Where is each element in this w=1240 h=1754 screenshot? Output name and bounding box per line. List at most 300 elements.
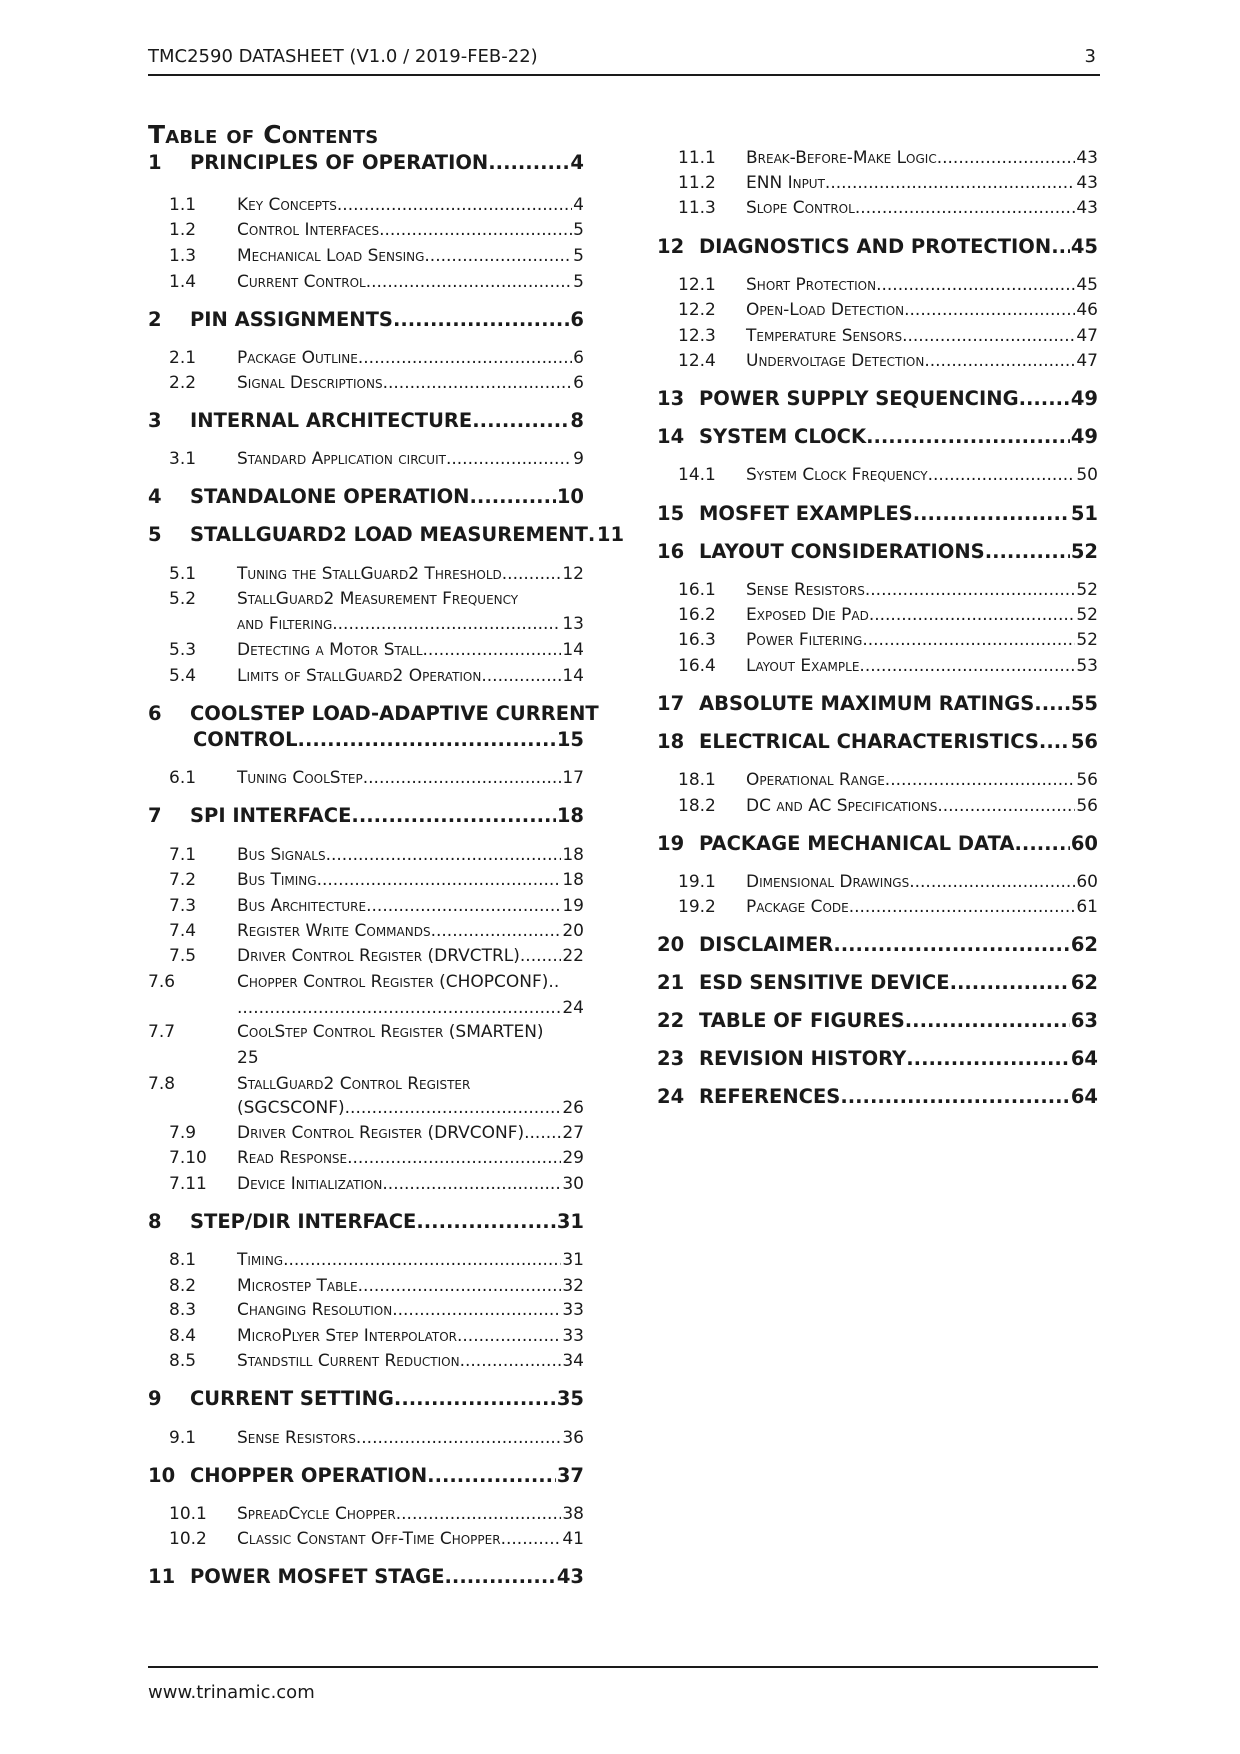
toc-section-row[interactable] (148, 484, 584, 510)
toc-entry-text (699, 501, 1098, 527)
toc-entry-text (237, 1171, 584, 1197)
toc-entry-number: 7.11 (169, 1174, 207, 1194)
toc-subsection-row[interactable] (148, 918, 584, 944)
toc-dot-leader (396, 1501, 562, 1527)
toc-subsection-row[interactable] (148, 1171, 584, 1197)
toc-entry-text (746, 894, 1098, 920)
toc-entry-number: 14.1 (678, 465, 716, 485)
toc-entry-text (237, 1526, 584, 1552)
toc-subsection-row[interactable] (657, 195, 1098, 221)
toc-subsection-row[interactable] (148, 561, 584, 587)
toc-section-row[interactable] (657, 424, 1098, 450)
toc-entry-label: Current Control (237, 272, 366, 292)
toc-entry-text (237, 243, 584, 269)
toc-entry-number: 19.1 (678, 872, 716, 892)
toc-entry-text (746, 793, 1098, 819)
toc-section-row[interactable] (657, 501, 1098, 527)
toc-subsection-row[interactable] (657, 793, 1098, 819)
toc-entry-text (237, 192, 584, 218)
toc-continuation-row[interactable] (148, 611, 584, 637)
toc-entry-number: 9.1 (169, 1428, 197, 1448)
toc-dot-leader (849, 894, 1076, 920)
toc-page-number: 14 (562, 640, 584, 660)
toc-entry-label: Standstill Current Reduction (237, 1351, 460, 1371)
toc-entry-text (237, 561, 584, 587)
toc-subsection-row[interactable] (148, 1273, 584, 1299)
toc-page-number: 27 (562, 1123, 584, 1143)
toc-continuation-row[interactable] (148, 1045, 584, 1071)
toc-continuation-row[interactable] (148, 969, 584, 995)
toc-subsection-row[interactable] (657, 627, 1098, 653)
toc-entry-number: 23 (657, 1047, 685, 1070)
toc-dot-leader (298, 727, 556, 753)
toc-dot-leader (825, 170, 1075, 196)
toc-page-number: 49 (1070, 387, 1098, 410)
toc-dot-leader (985, 539, 1070, 565)
toc-entry-text (237, 1045, 259, 1071)
toc-entry-label: Classic Constant Off-Time Chopper (237, 1529, 501, 1549)
toc-section-row[interactable] (148, 701, 599, 727)
toc-page-number: 60 (1070, 832, 1098, 855)
toc-entry-label: CHOPPER OPERATION (190, 1464, 428, 1487)
toc-subsection-row[interactable] (148, 1425, 584, 1451)
toc-entry-label: POWER MOSFET STAGE (190, 1565, 445, 1588)
toc-dot-leader (866, 424, 1070, 450)
toc-dot-leader (833, 932, 1070, 958)
toc-entry-label: Timing (237, 1250, 284, 1270)
toc-page-number: 5 (573, 220, 584, 240)
toc-dot-leader (326, 842, 562, 868)
toc-subsection-row[interactable] (148, 1120, 584, 1146)
toc-subsection-row[interactable] (657, 272, 1098, 298)
toc-entry-label: MOSFET EXAMPLES (699, 502, 913, 525)
toc-entry-text (190, 1386, 584, 1412)
toc-entry-text (237, 1273, 584, 1299)
toc-entry-text (699, 729, 1098, 755)
toc-entry-text (190, 1564, 584, 1590)
toc-entry-number: 13 (657, 387, 685, 410)
toc-entry-number: 11.3 (678, 198, 716, 218)
toc-entry-number: 10.1 (169, 1504, 207, 1524)
toc-section-row[interactable] (148, 150, 584, 176)
toc-entry-text (699, 691, 1098, 717)
toc-entry-text (746, 195, 1098, 221)
toc-dot-leader (937, 793, 1075, 819)
toc-section-row[interactable] (148, 1463, 584, 1489)
toc-entry-text (237, 943, 584, 969)
toc-entry-label: Mechanical Load Sensing (237, 246, 425, 266)
toc-section-row[interactable] (148, 1386, 584, 1412)
toc-entry-text (237, 217, 584, 243)
toc-entry-text (746, 323, 1098, 349)
toc-subsection-row[interactable] (148, 842, 584, 868)
toc-dot-leader (472, 408, 569, 434)
toc-entry-text (237, 1247, 584, 1273)
toc-entry-text (746, 627, 1098, 653)
toc-entry-text (699, 386, 1098, 412)
toc-section-row[interactable] (148, 1209, 584, 1235)
toc-page-number: 13 (562, 614, 584, 634)
toc-entry-number: 7.5 (169, 946, 197, 966)
toc-entry-label: Sense Resistors (237, 1428, 356, 1448)
toc-entry-number: 5.2 (169, 589, 197, 609)
toc-subsection-row[interactable] (148, 1501, 584, 1527)
toc-subsection-row[interactable] (148, 1247, 584, 1273)
toc-entry-text (190, 701, 599, 727)
toc-dot-leader (337, 192, 572, 218)
toc-entry-text (746, 869, 1098, 895)
toc-entry-number: 5.1 (169, 564, 197, 584)
toc-page-number: 43 (1076, 173, 1098, 193)
toc-subsection-row[interactable] (148, 269, 584, 295)
toc-entry-label: Tuning CoolStep (237, 768, 363, 788)
toc-entry-label: Dimensional Drawings (746, 872, 910, 892)
toc-entry-number: 7.8 (148, 1074, 176, 1094)
toc-entry-number: 6 (148, 702, 162, 725)
toc-section-row[interactable] (657, 831, 1098, 857)
toc-entry-number: 7.6 (148, 972, 176, 992)
toc-entry-label: Driver Control Register (DRVCONF) (237, 1123, 525, 1143)
toc-entry-label: Slope Control (746, 198, 855, 218)
toc-subsection-row[interactable] (148, 663, 584, 689)
toc-page-number: 47 (1076, 351, 1098, 371)
toc-dot-leader (366, 893, 561, 919)
toc-entry-text (190, 484, 584, 510)
toc-entry-number: 15 (657, 502, 685, 525)
toc-entry-number: 7.7 (148, 1022, 176, 1042)
toc-dot-leader (382, 1171, 561, 1197)
toc-entry-label: 25 (237, 1048, 259, 1068)
toc-dot-leader (862, 627, 1075, 653)
toc-entry-number: 12 (657, 235, 685, 258)
toc-subsection-row[interactable] (657, 323, 1098, 349)
toc-section-row[interactable] (657, 1084, 1098, 1110)
toc-dot-leader (356, 1425, 562, 1451)
toc-subsection-row[interactable] (657, 602, 1098, 628)
toc-entry-label: Temperature Sensors (746, 326, 903, 346)
toc-entry-number: 14 (657, 425, 685, 448)
toc-dot-leader (865, 577, 1076, 603)
toc-entry-label: Register Write Commands (237, 921, 431, 941)
toc-subsection-row[interactable] (657, 462, 1098, 488)
toc-page-number: 56 (1070, 730, 1098, 753)
toc-entry-label: COOLSTEP LOAD-ADAPTIVE CURRENT (190, 702, 599, 725)
toc-entry-number: 8.1 (169, 1250, 197, 1270)
footer-url: www.trinamic.com (148, 1682, 315, 1703)
toc-section-row[interactable] (657, 1008, 1098, 1034)
toc-entry-number: 2.2 (169, 373, 197, 393)
toc-subsection-row[interactable] (148, 765, 584, 791)
toc-dot-leader (445, 1564, 556, 1590)
toc-subsection-row[interactable] (148, 1145, 584, 1171)
toc-section-row[interactable] (657, 691, 1098, 717)
toc-subsection-row[interactable] (657, 577, 1098, 603)
toc-entry-text (237, 1019, 544, 1045)
toc-entry-number: 7.9 (169, 1123, 197, 1143)
toc-entry-number: 11 (148, 1565, 176, 1588)
toc-entry-number: 18.1 (678, 770, 716, 790)
toc-page-number: 5 (573, 246, 584, 266)
toc-dot-leader (317, 867, 562, 893)
toc-page-number: 63 (1070, 1009, 1098, 1032)
toc-page-number: 47 (1076, 326, 1098, 346)
toc-page-number: 36 (562, 1428, 584, 1448)
toc-entry-label: STEP/DIR INTERFACE (190, 1210, 417, 1233)
toc-section-row[interactable] (657, 386, 1098, 412)
toc-subsection-row[interactable] (148, 1526, 584, 1552)
toc-page-number: 52 (1076, 605, 1098, 625)
toc-dot-leader (424, 243, 572, 269)
toc-subsection-row[interactable] (148, 893, 584, 919)
toc-entry-number: 12.1 (678, 275, 716, 295)
toc-entry-label: CONTROL (193, 728, 298, 751)
toc-entry-label: Sense Resistors (746, 580, 865, 600)
toc-page-number: 4 (570, 151, 584, 174)
toc-continuation-row[interactable] (148, 1095, 584, 1121)
footer-rule (148, 1666, 1098, 1668)
toc-entry-number: 8 (148, 1210, 162, 1233)
toc-entry-text (699, 234, 1098, 260)
toc-entry-number: 1.3 (169, 246, 197, 266)
toc-dot-leader (588, 522, 596, 548)
toc-entry-number: 7.3 (169, 896, 197, 916)
toc-entry-text (237, 269, 584, 295)
toc-entry-number: 11.1 (678, 148, 716, 168)
toc-entry-number: 1.4 (169, 272, 197, 292)
toc-entry-text (746, 462, 1098, 488)
toc-entry-text (190, 307, 584, 333)
toc-page-number: 18 (556, 804, 584, 827)
toc-entry-number: 17 (657, 692, 685, 715)
toc-entry-label: PACKAGE MECHANICAL DATA (699, 832, 1015, 855)
toc-dot-leader (1039, 729, 1070, 755)
toc-dot-leader (937, 145, 1076, 171)
toc-entry-label: ENN Input (746, 173, 825, 193)
toc-dot-leader (358, 345, 572, 371)
toc-section-row[interactable] (657, 539, 1098, 565)
toc-subsection-row[interactable] (148, 1348, 584, 1374)
toc-dot-leader (393, 307, 569, 333)
toc-page-number: 38 (562, 1504, 584, 1524)
toc-subsection-row[interactable] (657, 348, 1098, 374)
toc-dot-leader (366, 269, 572, 295)
toc-entry-label: (SGCSCONF) (237, 1098, 345, 1118)
toc-dot-leader (904, 297, 1075, 323)
toc-entry-text (237, 1297, 584, 1323)
toc-entry-label: Break-Before-Make Logic (746, 148, 937, 168)
toc-entry-label: StallGuard2 Measurement Frequency (237, 589, 519, 609)
toc-entry-text (237, 446, 584, 472)
toc-entry-number: 16.2 (678, 605, 716, 625)
toc-section-row[interactable] (657, 970, 1098, 996)
toc-page-number: 46 (1076, 300, 1098, 320)
toc-page-number: 61 (1076, 897, 1098, 917)
toc-subsection-row[interactable] (148, 586, 584, 612)
toc-entry-number: 19 (657, 832, 685, 855)
toc-continuation-row[interactable] (148, 1071, 584, 1097)
toc-dot-leader (928, 462, 1076, 488)
toc-subsection-row[interactable] (657, 767, 1098, 793)
toc-entry-label: SYSTEM CLOCK (699, 425, 867, 448)
toc-subsection-row[interactable] (148, 943, 584, 969)
toc-entry-number: 7.10 (169, 1148, 207, 1168)
toc-page-number: 4 (573, 195, 584, 215)
toc-entry-number: 16 (657, 540, 685, 563)
toc-section-row[interactable] (657, 234, 1098, 260)
toc-page-number: 15 (556, 728, 584, 751)
toc-subsection-row[interactable] (148, 446, 584, 472)
toc-entry-number: 1.1 (169, 195, 197, 215)
toc-dot-leader (481, 663, 561, 689)
toc-entry-number: 5.3 (169, 640, 197, 660)
toc-entry-label: Standard Application circuit (237, 449, 446, 469)
toc-entry-text (237, 867, 584, 893)
toc-subsection-row[interactable] (148, 1323, 584, 1349)
toc-subsection-row[interactable] (148, 217, 584, 243)
toc-entry-label: ESD SENSITIVE DEVICE (699, 971, 950, 994)
toc-entry-label: Bus Architecture (237, 896, 367, 916)
toc-entry-text (746, 602, 1098, 628)
toc-section-row[interactable] (148, 307, 584, 333)
toc-entry-label: CURRENT SETTING (190, 1387, 394, 1410)
toc-page-number: 64 (1070, 1047, 1098, 1070)
toc-page-number: 62 (1070, 933, 1098, 956)
toc-entry-number: 18.2 (678, 796, 716, 816)
toc-entry-number: 12.4 (678, 351, 716, 371)
toc-entry-text (237, 842, 584, 868)
toc-entry-text (699, 970, 1098, 996)
toc-entry-number: 16.3 (678, 630, 716, 650)
toc-subsection-row[interactable] (148, 637, 584, 663)
toc-entry-number: 16.1 (678, 580, 716, 600)
toc-page-number: 11 (596, 523, 625, 546)
toc-dot-leader (524, 1120, 561, 1146)
toc-dot-leader (470, 484, 556, 510)
toc-dot-leader (902, 323, 1075, 349)
toc-entry-text (699, 539, 1098, 565)
toc-entry-text (746, 653, 1098, 679)
toc-entry-text (190, 1209, 584, 1235)
toc-subsection-row[interactable] (657, 170, 1098, 196)
toc-subsection-row[interactable] (148, 370, 584, 396)
toc-page-number: 62 (1070, 971, 1098, 994)
page-number: 3 (1084, 46, 1096, 67)
toc-page-number: 10 (556, 485, 584, 508)
toc-section-row[interactable] (148, 522, 625, 548)
toc-entry-text (190, 408, 584, 434)
toc-page-number: 56 (1076, 796, 1098, 816)
toc-subsection-row[interactable] (657, 653, 1098, 679)
toc-entry-number: 8.3 (169, 1300, 197, 1320)
toc-dot-leader (358, 1273, 562, 1299)
toc-entry-label: StallGuard2 Control Register (237, 1074, 471, 1094)
toc-entry-label: Operational Range (746, 770, 885, 790)
toc-subsection-row[interactable] (657, 145, 1098, 171)
toc-dot-leader (431, 918, 562, 944)
toc-entry-text (746, 767, 1098, 793)
toc-subsection-row[interactable] (148, 345, 584, 371)
toc-subsection-row[interactable] (148, 243, 584, 269)
toc-entry-text (699, 1008, 1098, 1034)
toc-subsection-row[interactable] (148, 1297, 584, 1323)
toc-subsection-row[interactable] (148, 867, 584, 893)
toc-entry-label: PRINCIPLES OF OPERATION (190, 151, 489, 174)
toc-entry-label: REVISION HISTORY (699, 1047, 907, 1070)
toc-entry-label: REFERENCES (699, 1085, 841, 1108)
toc-entry-text (699, 831, 1098, 857)
toc-section-row[interactable] (148, 803, 584, 829)
toc-dot-leader (347, 1145, 561, 1171)
toc-entry-number: 7 (148, 804, 162, 827)
toc-entry-number: 20 (657, 933, 685, 956)
toc-entry-text (190, 150, 584, 176)
toc-entry-number: 5.4 (169, 666, 197, 686)
toc-dot-leader (876, 272, 1075, 298)
toc-page-number: 33 (562, 1326, 584, 1346)
page-header (148, 44, 1100, 76)
toc-section-row[interactable] (657, 729, 1098, 755)
toc-section-row[interactable] (657, 1046, 1098, 1072)
toc-continuation-row[interactable] (148, 727, 584, 753)
toc-entry-label: LAYOUT CONSIDERATIONS (699, 540, 985, 563)
toc-entry-text (193, 727, 584, 753)
toc-entry-number: 18 (657, 730, 685, 753)
toc-entry-text (746, 170, 1098, 196)
toc-dot-leader (237, 995, 561, 1021)
toc-page-number: 30 (562, 1174, 584, 1194)
toc-subsection-row[interactable] (657, 869, 1098, 895)
toc-entry-text (237, 1071, 470, 1097)
toc-entry-label: Control Interfaces (237, 220, 380, 240)
toc-entry-text (746, 297, 1098, 323)
toc-subsection-row[interactable] (657, 894, 1098, 920)
toc-entry-label: Chopper Control Register (CHOPCONF).. (237, 972, 560, 992)
toc-continuation-row[interactable] (148, 1019, 584, 1045)
toc-subsection-row[interactable] (657, 297, 1098, 323)
toc-continuation-row[interactable] (148, 995, 584, 1021)
toc-entry-label: Device Initialization (237, 1174, 383, 1194)
toc-page-number: 20 (562, 921, 584, 941)
toc-entry-label: STALLGUARD2 LOAD MEASUREMENT (190, 523, 588, 546)
toc-dot-leader (520, 943, 561, 969)
toc-entry-label: Bus Signals (237, 845, 326, 865)
toc-entry-text (699, 424, 1098, 450)
toc-subsection-row[interactable] (148, 192, 584, 218)
toc-dot-leader (1015, 831, 1070, 857)
toc-dot-leader (501, 1526, 562, 1552)
toc-section-row[interactable] (657, 932, 1098, 958)
toc-page-number: 35 (556, 1387, 584, 1410)
toc-entry-number: 8.2 (169, 1276, 197, 1296)
toc-entry-text (237, 370, 584, 396)
toc-entry-label: Package Code (746, 897, 849, 917)
toc-page-number: 18 (562, 845, 584, 865)
toc-entry-label: ABSOLUTE MAXIMUM RATINGS (699, 692, 1035, 715)
toc-section-row[interactable] (148, 1564, 584, 1590)
toc-entry-text (237, 1323, 584, 1349)
toc-entry-label: Signal Descriptions (237, 373, 383, 393)
toc-entry-label: Changing Resolution (237, 1300, 393, 1320)
toc-page-number: 43 (556, 1565, 584, 1588)
toc-section-row[interactable] (148, 408, 584, 434)
toc-dot-leader (1051, 234, 1070, 260)
toc-page-number: 5 (573, 272, 584, 292)
toc-page-number: 50 (1076, 465, 1098, 485)
toc-entry-text (237, 611, 584, 637)
toc-dot-leader (427, 1463, 556, 1489)
toc-entry-number: 2 (148, 308, 162, 331)
toc-page-number: 56 (1076, 770, 1098, 790)
